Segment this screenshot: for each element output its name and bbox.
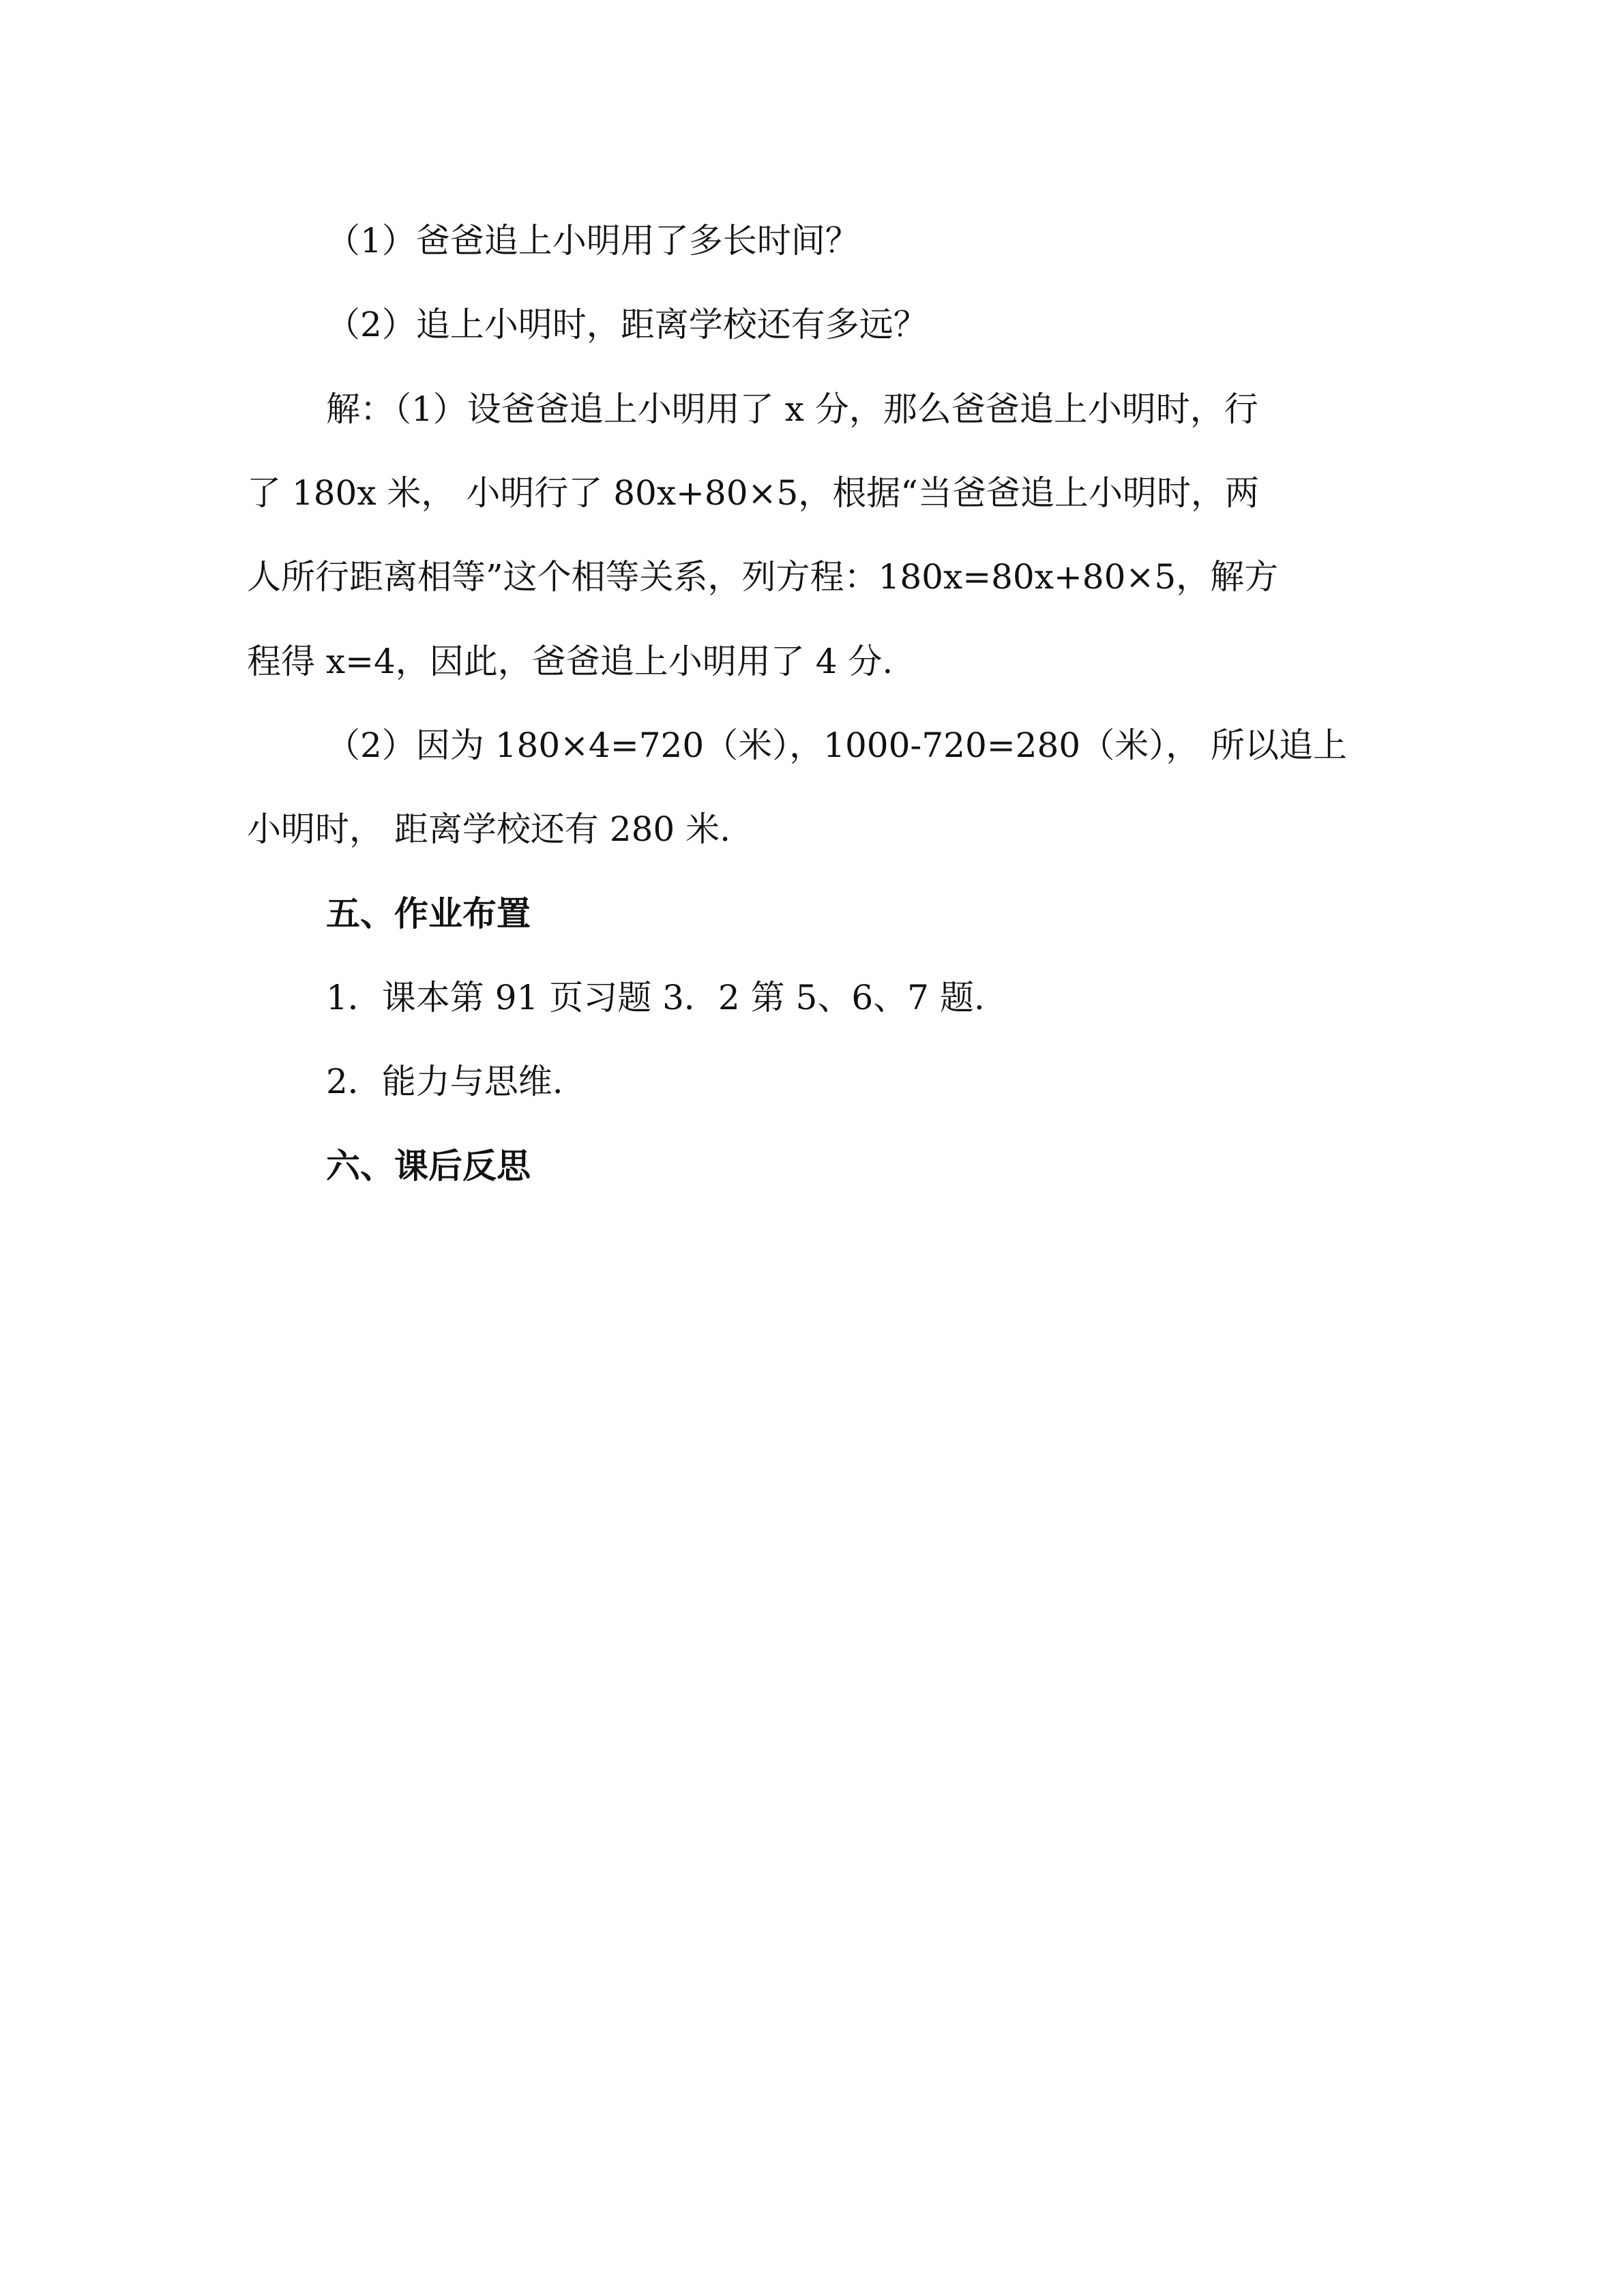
homework-item-2: 2．能力与思维. [326, 1062, 563, 1101]
homework-item-1: 1．课本第 91 页习题 3．2 第 5、6、7 题. [326, 978, 985, 1017]
section-reflection-heading: 六、课后反思 [326, 1146, 531, 1186]
solution-line-4: 程得 x=4，因此，爸爸追上小明用了 4 分. [247, 642, 894, 681]
question-1-text: （1）爸爸追上小明用了多长时间？ [326, 221, 859, 260]
solution-line-2: 了 180x 米， 小明行了 80x+80×5，根据“当爸爸追上小明时，两 [247, 473, 1259, 513]
solution-line-3: 人所行距离相等”这个相等关系，列方程：180x=80x+80×5，解方 [247, 557, 1279, 597]
solution-part2-line-1: （2）因为 180×4=720（米），1000-720=280（米）， 所以追上 [326, 726, 1347, 765]
solution-line-1: 解：（1）设爸爸追上小明用了 x 分，那么爸爸追上小明时，行 [326, 389, 1258, 429]
section-homework-heading: 五、作业布置 [326, 894, 531, 934]
question-2-text: （2）追上小明时，距离学校还有多远？ [326, 305, 928, 344]
solution-part2-line-2: 小明时， 距离学校还有 280 米. [247, 809, 731, 849]
